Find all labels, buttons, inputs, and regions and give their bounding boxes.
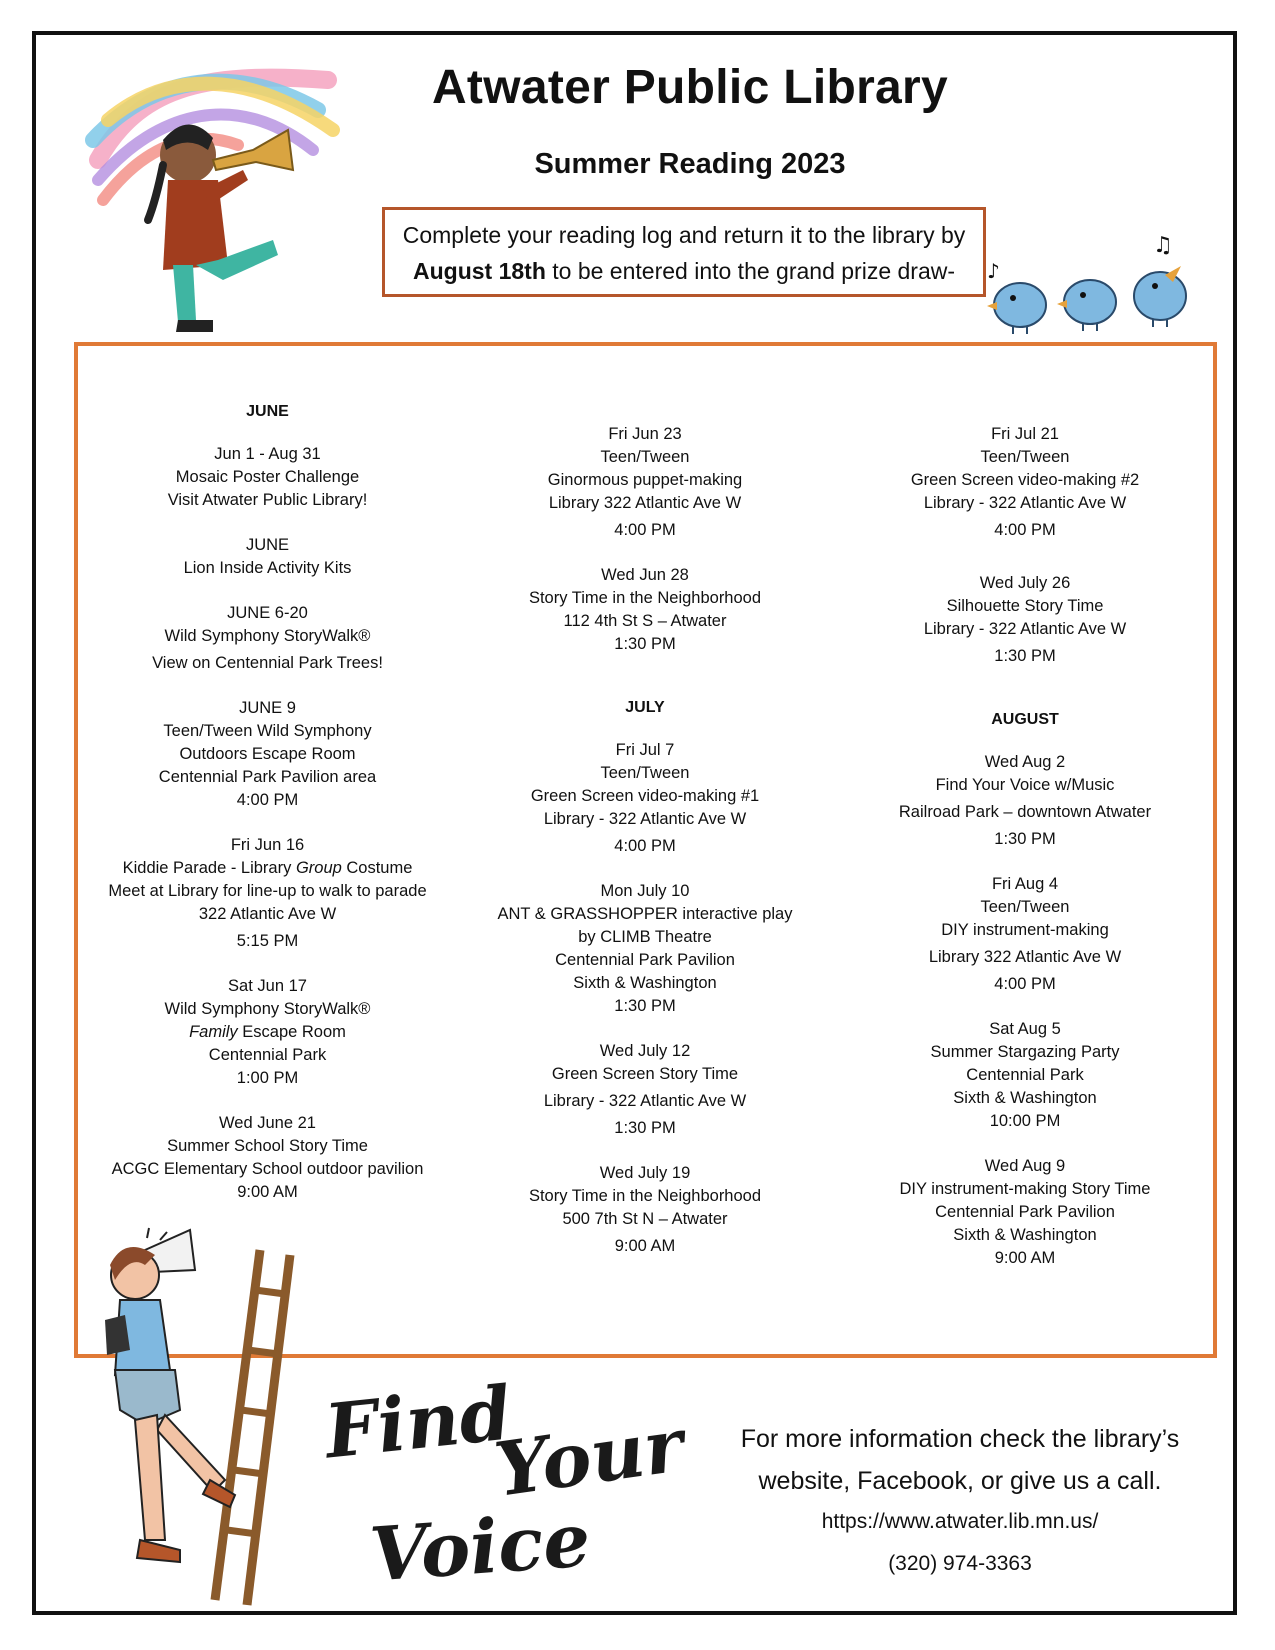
events-column-august xyxy=(845,423,1205,1292)
event-time: 4:00 PM xyxy=(994,521,1056,539)
event-date: Wed Jun 28 xyxy=(601,566,689,584)
event-title: Teen/Tween Wild Symphony xyxy=(163,722,372,740)
page-title: Atwater Public Library xyxy=(431,61,949,114)
event-time: 9:00 AM xyxy=(614,1237,676,1255)
event-location: Library 322 Atlantic Ave W xyxy=(548,494,742,512)
event-location: Library - 322 Atlantic Ave W xyxy=(923,620,1127,638)
event-time: 1:30 PM xyxy=(994,647,1056,665)
event-item xyxy=(845,1018,1205,1133)
event-detail: Family Escape Room xyxy=(189,1023,346,1041)
event-title: Silhouette Story Time xyxy=(946,597,1104,615)
event-date: Sat Aug 5 xyxy=(989,1020,1061,1038)
event-time: 1:30 PM xyxy=(614,635,676,653)
event-time: 10:00 PM xyxy=(989,1112,1061,1130)
event-location: ACGC Elementary School outdoor pavilion xyxy=(111,1160,424,1178)
event-audience: Teen/Tween xyxy=(600,764,690,782)
events-column-june xyxy=(90,400,445,1226)
event-location: Centennial Park xyxy=(966,1066,1084,1084)
event-date: Sat Jun 17 xyxy=(228,977,307,995)
event-date: Mon July 10 xyxy=(600,882,690,900)
event-date: Fri Jul 7 xyxy=(615,741,675,759)
event-location: Centennial Park Pavilion xyxy=(935,1203,1115,1221)
event-time: 1:30 PM xyxy=(994,830,1056,848)
event-date: Wed July 26 xyxy=(979,574,1071,592)
event-date: Wed July 19 xyxy=(599,1164,691,1182)
slogan-word-find: Find xyxy=(321,1370,516,1476)
event-date: JUNE 9 xyxy=(239,699,296,717)
event-title: Lion Inside Activity Kits xyxy=(183,559,352,577)
event-title: Ginormous puppet-making xyxy=(547,471,743,489)
notice-deadline: August 18th xyxy=(412,258,546,284)
reading-log-notice xyxy=(382,207,986,297)
month-heading: JULY xyxy=(625,699,665,716)
birds-illustration xyxy=(985,230,1200,340)
svg-text:♪: ♪ xyxy=(987,259,1000,283)
event-date: Wed Aug 9 xyxy=(984,1157,1066,1175)
event-detail: View on Centennial Park Trees! xyxy=(152,654,383,672)
event-time: 9:00 AM xyxy=(237,1183,298,1201)
event-time: 5:15 PM xyxy=(236,932,299,950)
event-title: Green Screen video-making #1 xyxy=(530,787,760,805)
event-audience: Teen/Tween xyxy=(980,448,1070,466)
event-date: Fri Aug 4 xyxy=(991,875,1059,893)
notice-line-2-rest: to be entered into the grand prize draw- xyxy=(545,258,956,284)
event-time: 4:00 PM xyxy=(236,791,299,809)
event-location-detail: Sixth & Washington xyxy=(953,1089,1097,1107)
month-heading: AUGUST xyxy=(991,711,1059,728)
event-date: Jun 1 - Aug 31 xyxy=(214,445,321,463)
event-item xyxy=(845,873,1205,996)
event-time: 9:00 AM xyxy=(994,1249,1056,1267)
event-location: 500 7th St N – Atwater xyxy=(562,1210,728,1228)
event-date: Wed July 12 xyxy=(599,1042,691,1060)
event-time: 1:30 PM xyxy=(614,1119,676,1137)
contact-info xyxy=(660,1418,1260,1576)
event-time: 1:30 PM xyxy=(614,997,676,1015)
event-detail: Visit Atwater Public Library! xyxy=(167,491,368,509)
event-title: Green Screen Story Time xyxy=(551,1065,739,1083)
event-time: 1:00 PM xyxy=(236,1069,299,1087)
event-location-detail: Sixth & Washington xyxy=(573,974,717,992)
event-date: Fri Jul 21 xyxy=(991,425,1059,443)
event-item xyxy=(465,739,825,858)
event-location: Library 322 Atlantic Ave W xyxy=(928,948,1122,966)
event-time: 4:00 PM xyxy=(994,975,1056,993)
event-title: ANT & GRASSHOPPER interactive play xyxy=(497,905,793,923)
event-date: JUNE 6-20 xyxy=(227,604,308,622)
event-item xyxy=(90,534,445,580)
event-time: 4:00 PM xyxy=(614,837,676,855)
event-location: Library - 322 Atlantic Ave W xyxy=(543,810,747,828)
event-item xyxy=(465,1040,825,1140)
event-item xyxy=(90,697,445,812)
megaphone-climber-illustration xyxy=(85,1210,310,1610)
event-title: Kiddie Parade - Library Group Costume xyxy=(122,859,413,877)
event-title: Green Screen video-making #2 xyxy=(910,471,1140,489)
event-item xyxy=(465,564,825,656)
event-item xyxy=(465,423,825,542)
library-phone: (320) 974-3363 xyxy=(888,1552,1032,1575)
event-date: Wed Aug 2 xyxy=(984,753,1066,771)
event-detail: Outdoors Escape Room xyxy=(179,745,356,763)
notice-line-2 xyxy=(385,253,983,289)
page-subtitle: Summer Reading 2023 xyxy=(534,148,846,180)
event-item xyxy=(465,880,825,1018)
event-date: JUNE xyxy=(245,536,290,554)
event-item xyxy=(90,443,445,512)
event-audience: Teen/Tween xyxy=(600,448,690,466)
event-item xyxy=(845,423,1205,542)
event-location: 112 4th St S – Atwater xyxy=(563,612,727,630)
event-location: Centennial Park Pavilion area xyxy=(158,768,377,786)
event-location: Centennial Park xyxy=(208,1046,327,1064)
svg-text:♫: ♫ xyxy=(1153,233,1173,258)
contact-line-1: For more information check the library’s xyxy=(740,1425,1180,1453)
event-title: Mosaic Poster Challenge xyxy=(175,468,360,486)
event-title: DIY instrument-making Story Time xyxy=(899,1180,1151,1198)
event-item xyxy=(845,1155,1205,1270)
contact-line-2: website, Facebook, or give us a call. xyxy=(758,1467,1162,1495)
notice-line-1: Complete your reading log and return it to the library by xyxy=(402,222,966,248)
event-item xyxy=(465,1162,825,1258)
event-item xyxy=(845,572,1205,668)
slogan-word-voice: Voice xyxy=(367,1497,593,1599)
event-item xyxy=(845,751,1205,851)
event-location: 322 Atlantic Ave W xyxy=(198,905,337,923)
event-title: Wild Symphony StoryWalk® xyxy=(164,1000,371,1018)
event-audience: Teen/Tween xyxy=(980,898,1070,916)
event-location: Centennial Park Pavilion xyxy=(555,951,735,969)
event-date: Wed June 21 xyxy=(219,1114,316,1132)
event-title: Wild Symphony StoryWalk® xyxy=(164,627,371,645)
event-location: Railroad Park – downtown Atwater xyxy=(898,803,1152,821)
slogan-word-your: Your xyxy=(489,1402,689,1514)
event-location: Library - 322 Atlantic Ave W xyxy=(923,494,1127,512)
event-title: Story Time in the Neighborhood xyxy=(528,1187,762,1205)
events-column-july xyxy=(465,423,825,1280)
event-title: DIY instrument-making xyxy=(941,921,1109,939)
event-time: 4:00 PM xyxy=(614,521,676,539)
month-heading: JUNE xyxy=(246,403,289,420)
library-website-link[interactable]: https://www.atwater.lib.mn.us/ xyxy=(821,1510,1099,1533)
event-item xyxy=(90,834,445,953)
event-item xyxy=(90,975,445,1090)
event-location: Library - 322 Atlantic Ave W xyxy=(543,1092,747,1110)
event-location-detail: Sixth & Washington xyxy=(953,1226,1097,1244)
event-title: Summer School Story Time xyxy=(167,1137,368,1155)
event-item xyxy=(90,1112,445,1204)
event-detail: by CLIMB Theatre xyxy=(578,928,712,946)
event-title: Summer Stargazing Party xyxy=(930,1043,1120,1061)
event-item xyxy=(90,602,445,675)
event-date: Fri Jun 23 xyxy=(608,425,682,443)
event-title: Find Your Voice w/Music xyxy=(935,776,1115,794)
event-title: Story Time in the Neighborhood xyxy=(528,589,762,607)
event-detail: Meet at Library for line-up to walk to parade xyxy=(108,882,427,900)
event-date: Fri Jun 16 xyxy=(230,836,305,854)
